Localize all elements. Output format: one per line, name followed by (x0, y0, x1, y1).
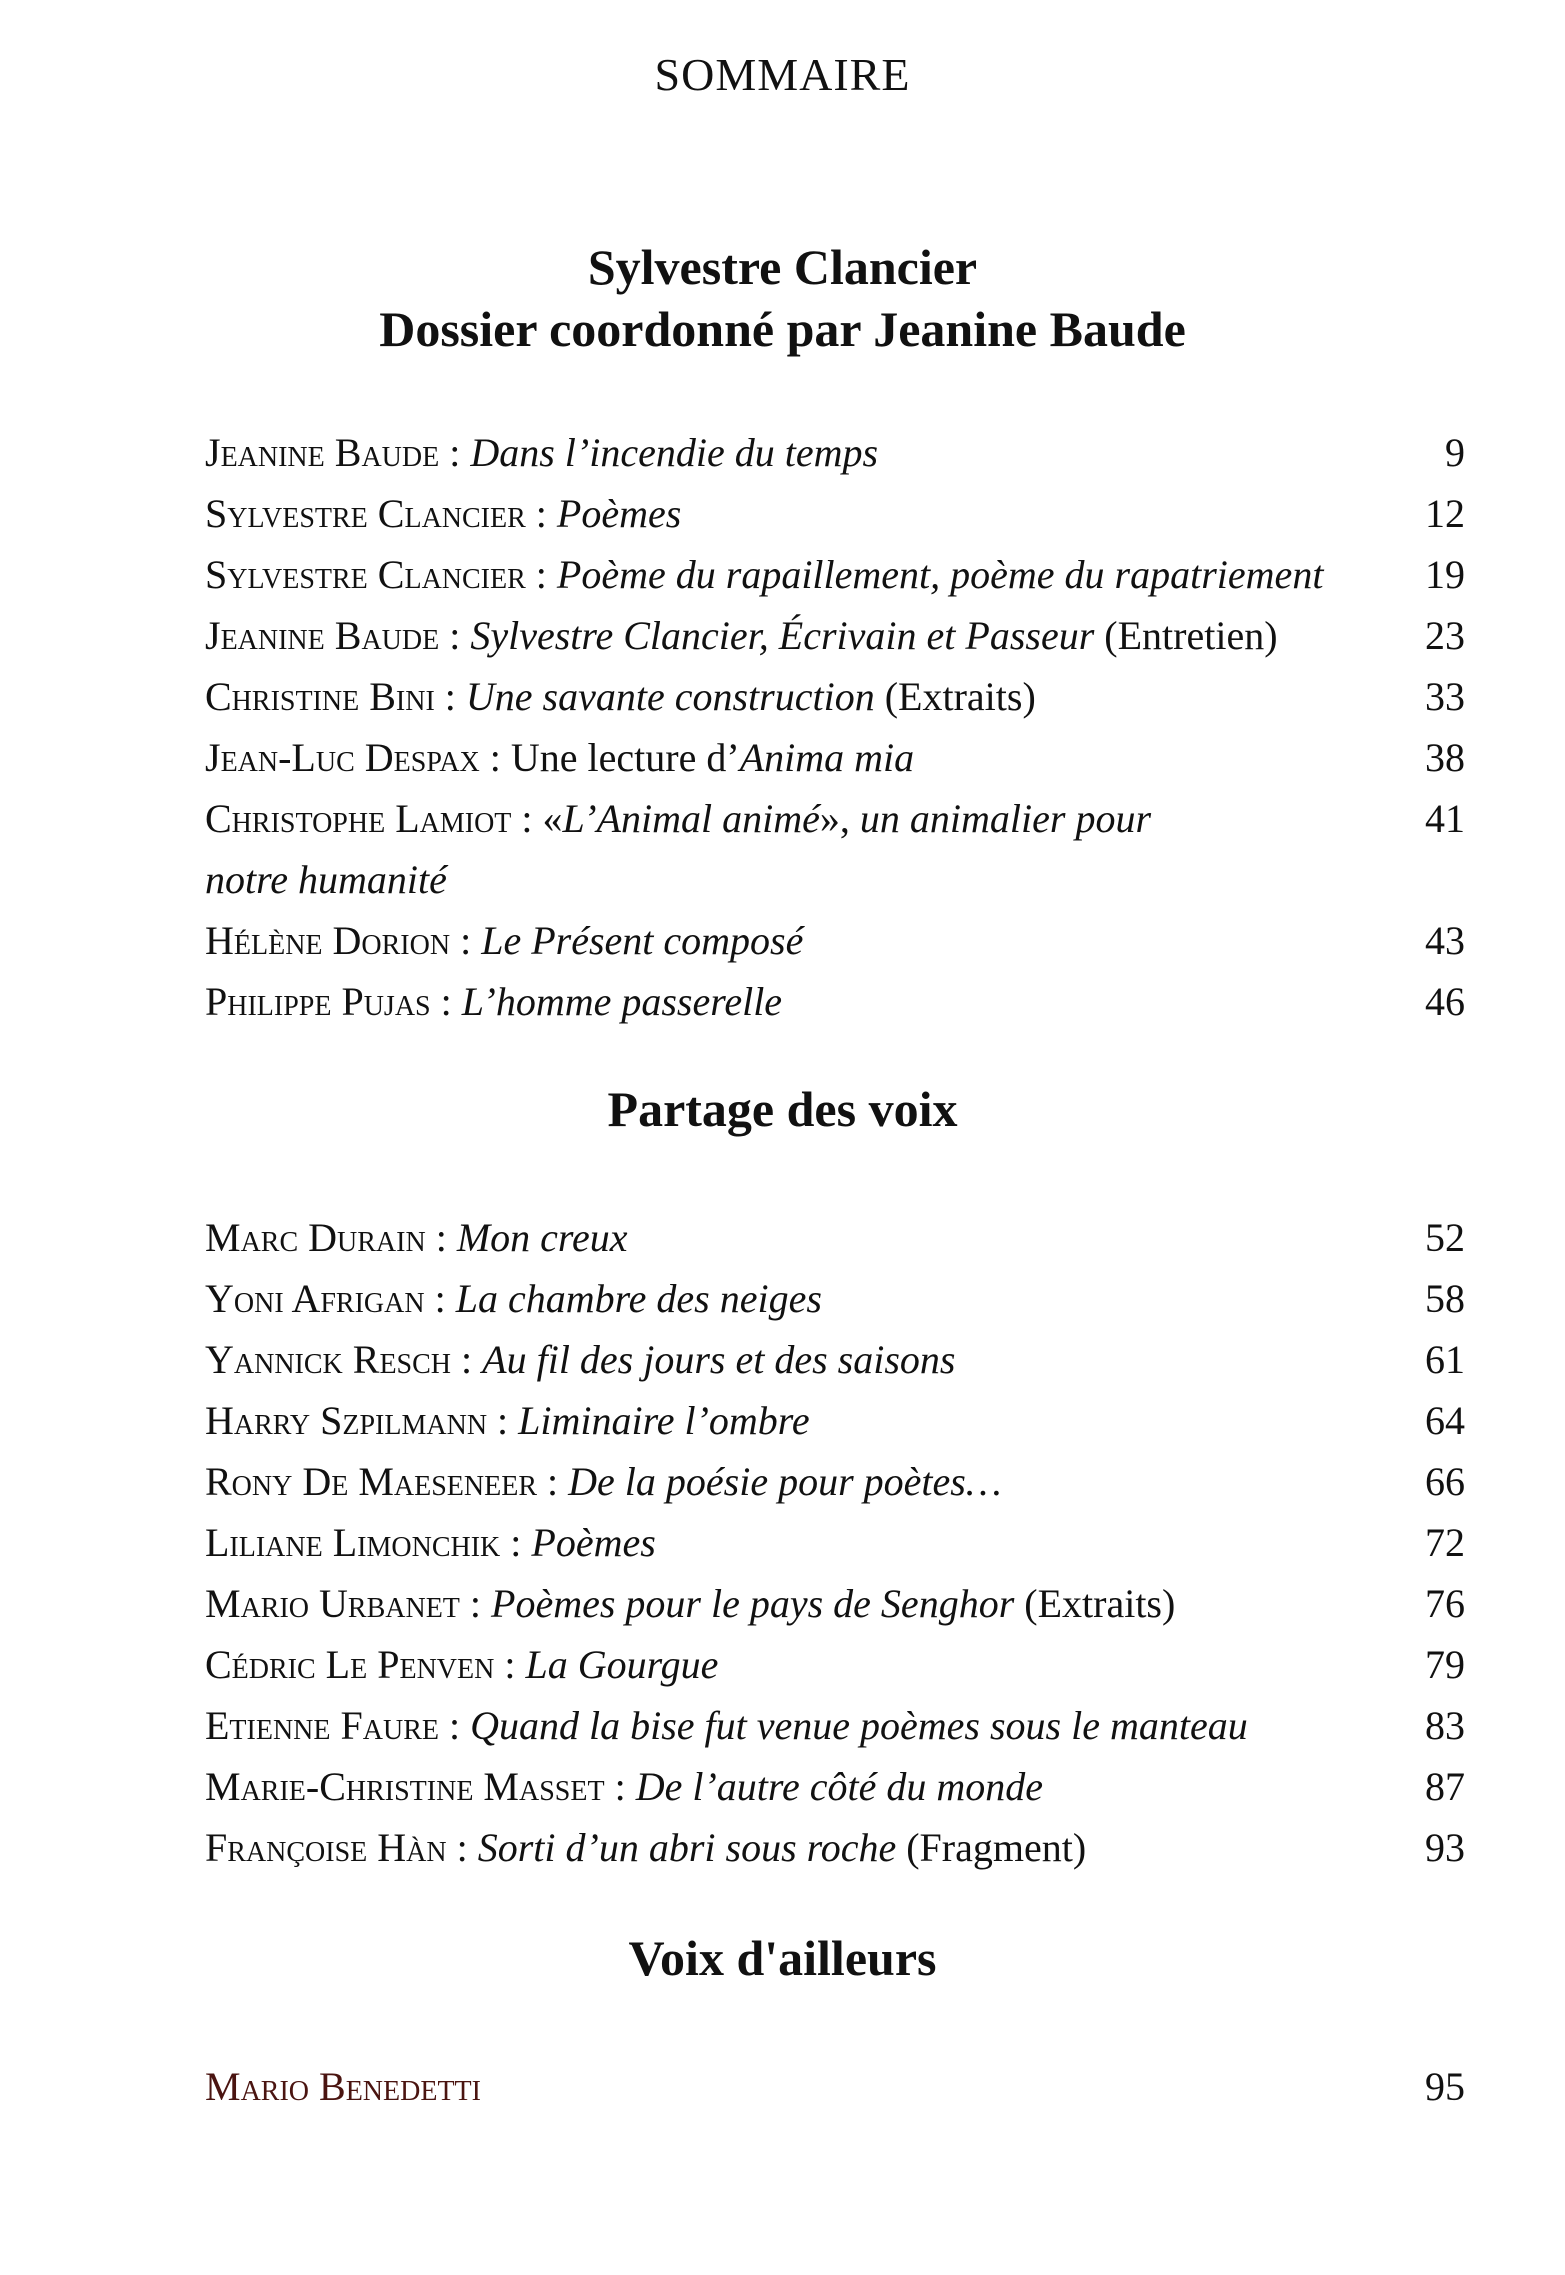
toc-post: (Extraits) (1014, 1581, 1176, 1626)
page-title: SOMMAIRE (654, 49, 911, 100)
toc-author: Philippe Pujas (205, 979, 431, 1024)
toc-work-title: De l’autre côté du monde (635, 1764, 1043, 1809)
toc-work-title: Poème du rapaillement, poème du rapatriement (556, 552, 1324, 597)
toc-entry[interactable] (205, 1390, 1465, 1451)
toc-entry[interactable] (205, 910, 1465, 971)
toc-separator: : (487, 1398, 519, 1443)
toc-page-number: 66 (1425, 1459, 1465, 1504)
toc-author: Marc Durain (205, 1215, 426, 1260)
toc-entry[interactable] (205, 1329, 1465, 1390)
toc-post: (Fragment) (896, 1825, 1087, 1870)
dossier-toc (205, 422, 1465, 1032)
toc-author: Mario Benedetti (205, 2064, 481, 2109)
toc-author: Françoise Hàn (205, 1825, 447, 1870)
toc-entry[interactable] (205, 2056, 1465, 2117)
toc-separator: : (439, 613, 471, 658)
toc-entry[interactable] (205, 1268, 1465, 1329)
toc-author: Christophe Lamiot (205, 796, 512, 841)
toc-page-number: 43 (1425, 918, 1465, 963)
toc-page-number: 64 (1425, 1398, 1465, 1443)
toc-author: Yannick Resch (205, 1337, 452, 1382)
toc-entry[interactable] (205, 1634, 1465, 1695)
toc-author: Christine Bini (205, 674, 435, 719)
toc-entry[interactable] (205, 1817, 1465, 1878)
toc-author: Jeanine Baude (205, 430, 440, 475)
toc-separator: : (537, 1459, 569, 1504)
toc-page-number: 61 (1425, 1337, 1465, 1382)
toc-author: Jeanine Baude (205, 613, 440, 658)
toc-work-title: L’Animal animé (562, 796, 820, 841)
partage-heading: Partage des voix (607, 1081, 958, 1137)
toc-page-number: 52 (1425, 1215, 1465, 1260)
toc-separator: : (439, 430, 471, 475)
toc-work-title: Une savante construction (465, 674, 875, 719)
toc-author: Mario Urbanet (205, 1581, 460, 1626)
toc-entry[interactable] (205, 1695, 1465, 1756)
toc-post: (Entretien) (1094, 613, 1278, 658)
toc-entry[interactable] (205, 422, 1465, 483)
toc-separator: : (446, 1825, 478, 1870)
toc-author: Harry Szpilmann (205, 1398, 488, 1443)
toc-author: Cédric Le Penven (205, 1642, 495, 1687)
toc-separator: : (500, 1520, 532, 1565)
toc-separator: : (450, 918, 482, 963)
toc-entry[interactable] (205, 1512, 1465, 1573)
toc-pre: Une lecture d’ (510, 735, 740, 780)
toc-entry[interactable] (205, 1573, 1465, 1634)
toc-separator: : (525, 552, 557, 597)
toc-work-title: Liminaire l’ombre (518, 1398, 810, 1443)
toc-work-subtitle: un animalier pour (859, 796, 1152, 841)
toc-page-number: 46 (1425, 979, 1465, 1024)
toc-separator: : (459, 1581, 492, 1626)
toc-entry[interactable] (205, 1207, 1465, 1268)
toc-separator: : (451, 1337, 483, 1382)
toc-entry[interactable] (205, 788, 1465, 910)
toc-author: Sylvestre Clancier (205, 552, 526, 597)
toc-separator: : (525, 491, 557, 536)
toc-work-title: Anima mia (739, 735, 915, 780)
toc-separator: : (494, 1642, 526, 1687)
toc-entry[interactable] (205, 666, 1465, 727)
toc-page-number: 23 (1425, 613, 1465, 658)
toc-entry[interactable] (205, 727, 1465, 788)
toc-separator: : (434, 674, 466, 719)
toc-author: Marie-Christine Masset (205, 1764, 605, 1809)
toc-author: Rony De Maeseneer (205, 1459, 538, 1504)
toc-separator: : (425, 1215, 457, 1260)
toc-page-number: 9 (1445, 430, 1465, 475)
toc-work-title: De la poésie pour poètes… (568, 1459, 1002, 1504)
toc-page-number: 41 (1425, 796, 1465, 841)
dossier-heading (0, 236, 1565, 360)
toc-page-number: 38 (1425, 735, 1465, 780)
toc-work-title: Sorti d’un abri sous roche (477, 1825, 897, 1870)
toc-work-title: L’homme passerelle (461, 979, 783, 1024)
toc-work-title: Poèmes (556, 491, 682, 536)
toc-page-number: 93 (1425, 1825, 1465, 1870)
toc-entry[interactable] (205, 1451, 1465, 1512)
toc-work-subtitle-line2: notre humanité (205, 857, 447, 902)
dossier-heading-line1: Sylvestre Clancier (587, 239, 978, 295)
toc-entry[interactable] (205, 483, 1465, 544)
toc-page-number: 12 (1425, 491, 1465, 536)
ailleurs-heading: Voix d'ailleurs (628, 1930, 937, 1986)
toc-work-title: La chambre des neiges (455, 1276, 822, 1321)
toc-work-title: Quand la bise fut venue poèmes sous le manteau (470, 1703, 1248, 1748)
toc-page-number: 87 (1425, 1764, 1465, 1809)
toc-separator: : (438, 1703, 471, 1748)
toc-work-title: Poèmes (531, 1520, 656, 1565)
toc-work-title: Dans l’incendie du temps (470, 430, 879, 475)
toc-entry[interactable] (205, 971, 1465, 1032)
ailleurs-toc (205, 2056, 1465, 2117)
toc-work-title: Au fil des jours et des saisons (482, 1337, 956, 1382)
toc-page-number: 33 (1425, 674, 1465, 719)
toc-author: Liliane Limonchik (205, 1520, 501, 1565)
toc-separator: : (424, 1276, 456, 1321)
partage-toc (205, 1207, 1465, 1878)
toc-post: (Extraits) (874, 674, 1036, 719)
toc-page-number: 76 (1425, 1581, 1465, 1626)
toc-author: Sylvestre Clancier (205, 491, 526, 536)
toc-author: Yoni Afrigan (205, 1276, 425, 1321)
toc-page-number: 83 (1425, 1703, 1465, 1748)
toc-separator: : (479, 735, 511, 780)
toc-page-number: 72 (1425, 1520, 1465, 1565)
toc-page-number: 58 (1425, 1276, 1465, 1321)
toc-entry[interactable] (205, 605, 1465, 666)
toc-page-number: 95 (1425, 2064, 1465, 2109)
toc-work-title: Sylvestre Clancier, Écrivain et Passeur (470, 613, 1095, 658)
toc-work-title: Mon creux (456, 1215, 628, 1260)
toc-separator: : « (511, 796, 563, 841)
toc-page-number: 79 (1425, 1642, 1465, 1687)
toc-work-title: Poèmes pour le pays de Senghor (491, 1581, 1015, 1626)
dossier-heading-line2: Dossier coordonné par Jeanine Baude (379, 301, 1186, 357)
toc-work-title: La Gourgue (525, 1642, 719, 1687)
toc-separator: : (604, 1764, 636, 1809)
toc-author: Jean-Luc Despax (205, 735, 480, 780)
toc-entry[interactable] (205, 544, 1465, 605)
toc-author: Etienne Faure (205, 1703, 439, 1748)
toc-entry[interactable] (205, 1756, 1465, 1817)
toc-author: Hélène Dorion (205, 918, 451, 963)
toc-separator: : (430, 979, 462, 1024)
toc-work-title: Le Présent composé (481, 918, 804, 963)
toc-page-number: 19 (1425, 552, 1465, 597)
toc-mid: », (819, 796, 860, 841)
